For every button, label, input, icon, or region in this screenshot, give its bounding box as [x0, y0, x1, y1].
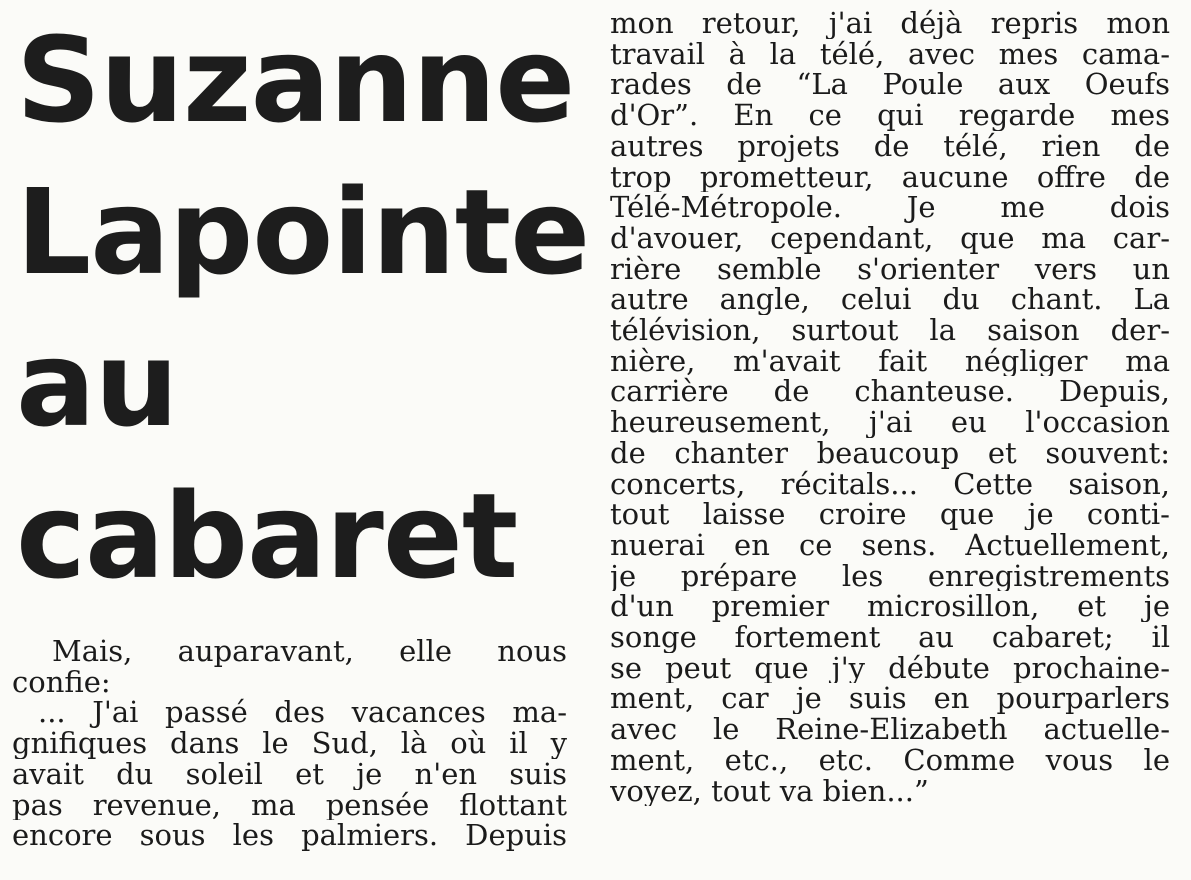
text-line: heureusement, j'ai eu l'occasion: [610, 407, 1170, 438]
headline-line: Suzanne: [16, 11, 575, 149]
text-line: voyez, tout va bien...”: [610, 775, 929, 807]
text-line: rades de “La Poule aux Oeufs: [610, 69, 1170, 101]
headline-line: cabaret: [16, 467, 518, 605]
text-line: tout laisse croire que je conti-: [610, 499, 1170, 530]
text-line: d'avouer, cependant, que ma car-: [610, 222, 1170, 254]
text-line: ment, car je suis en pourparlers: [610, 683, 1170, 715]
text-line: trop prometteur, aucune offre de: [610, 161, 1170, 193]
headline: [16, 4, 590, 612]
headline-line: Lapointe: [16, 163, 590, 301]
text-line: avait du soleil et je n'en suis: [12, 758, 567, 790]
text-line: mon retour, j'ai déjà repris mon: [610, 8, 1170, 39]
text-line: pas revenue, ma pensée flottant: [12, 789, 567, 821]
text-line: ... J'ai passé des vacances ma-: [38, 697, 567, 729]
text-line: autres projets de télé, rien de: [610, 130, 1170, 162]
text-line: télévision, surtout la saison der-: [610, 315, 1170, 346]
text-line: travail à la télé, avec mes cama-: [610, 38, 1170, 70]
text-line: d'un premier microsillon, et je: [610, 591, 1170, 623]
text-line: avec le Reine-Elizabeth actuelle-: [610, 714, 1170, 745]
right-column-text: [610, 8, 1170, 806]
text-line: gnifiques dans le Sud, là où il y: [12, 728, 567, 759]
left-column-text: [12, 636, 567, 851]
text-line: carrière de chanteuse. Depuis,: [610, 376, 1170, 408]
text-line: Mais, auparavant, elle nous: [52, 636, 567, 667]
text-line: rière semble s'orienter vers un: [610, 253, 1170, 285]
headline-line: au: [16, 315, 178, 453]
text-line: encore sous les palmiers. Depuis: [12, 820, 567, 851]
text-line: d'Or”. En ce qui regarde mes: [610, 100, 1170, 131]
text-line: je prépare les enregistrements: [610, 560, 1170, 592]
text-line: autre angle, celui du chant. La: [610, 284, 1170, 316]
text-line: Télé-Métropole. Je me dois: [610, 192, 1170, 223]
text-line: ment, etc., etc. Comme vous le: [610, 744, 1170, 776]
text-line: se peut que j'y débute prochaine-: [610, 652, 1170, 684]
text-line: confie:: [12, 666, 111, 698]
text-line: songe fortement au cabaret; il: [610, 622, 1170, 653]
text-line: de chanter beaucoup et souvent:: [610, 437, 1170, 469]
text-line: concerts, récitals... Cette saison,: [610, 468, 1170, 500]
text-line: nuerai en ce sens. Actuellement,: [610, 529, 1170, 561]
text-line: nière, m'avait fait négliger ma: [610, 345, 1170, 377]
